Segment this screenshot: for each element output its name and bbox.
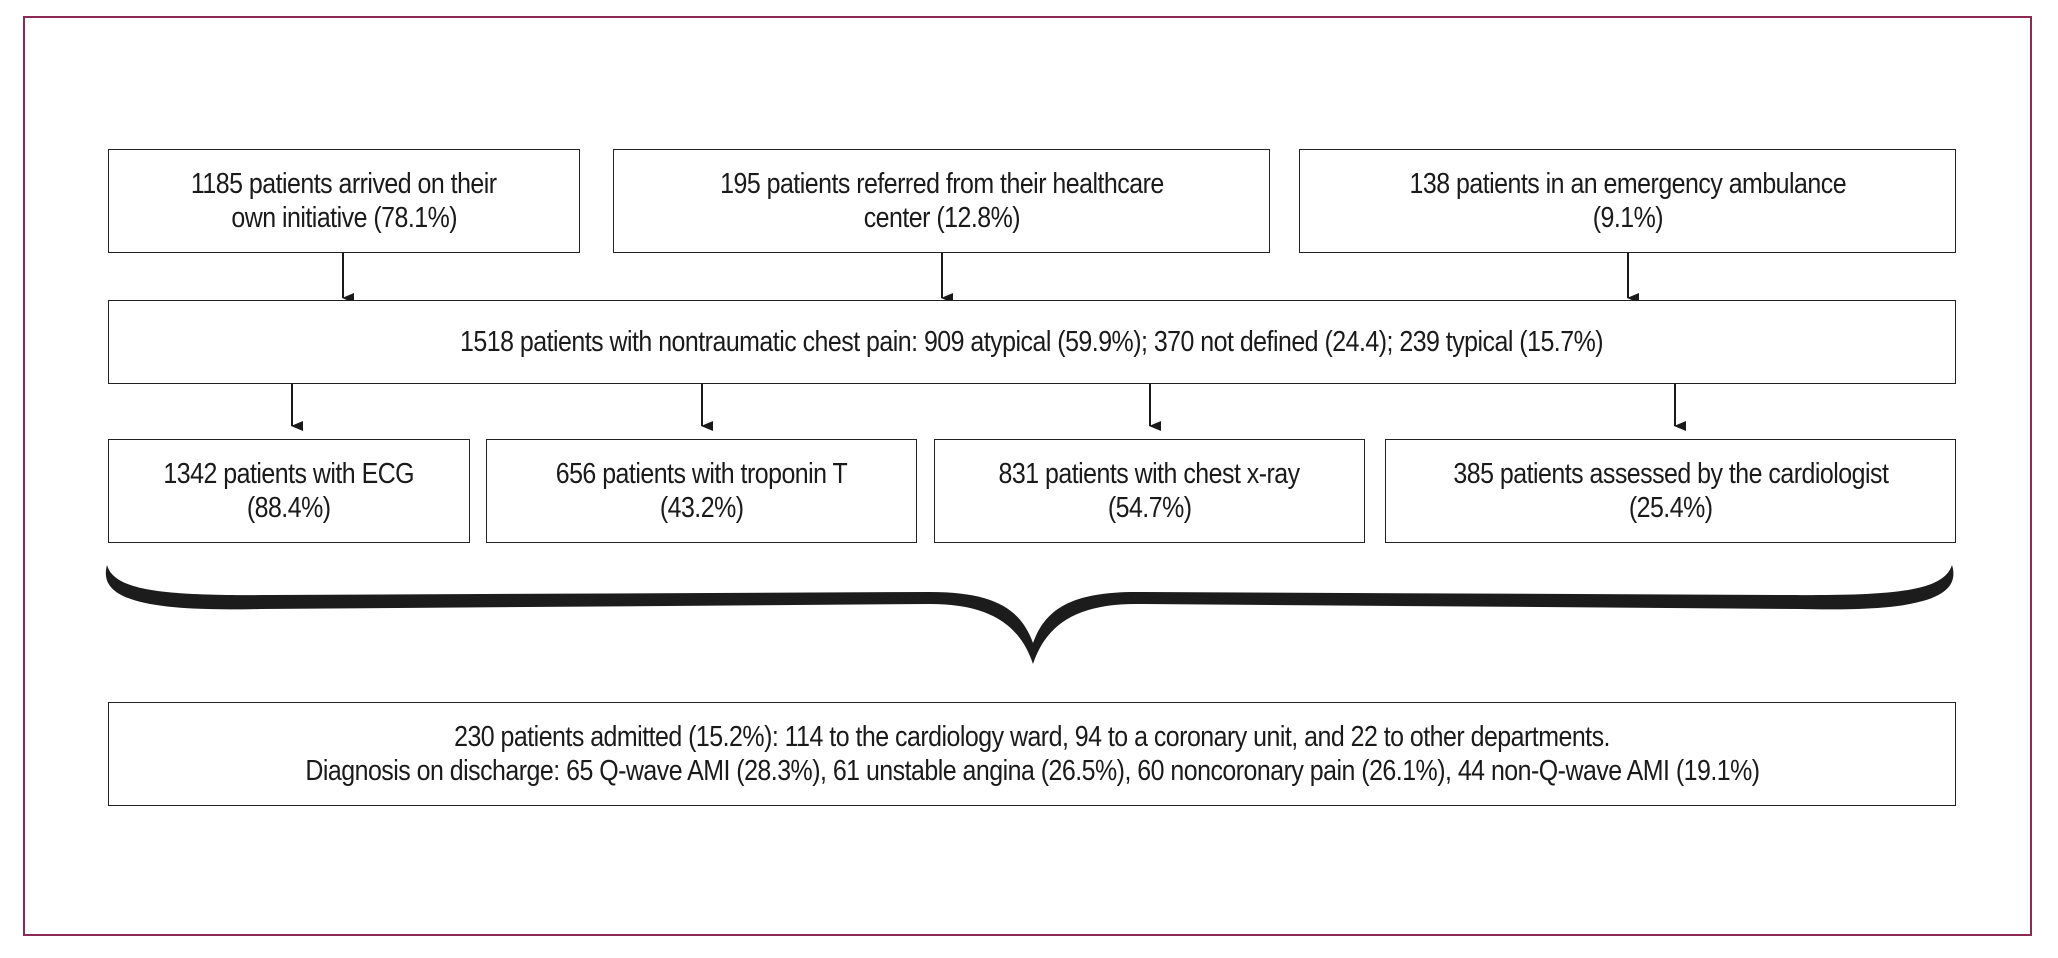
test-2-line-2: (43.2%) bbox=[659, 492, 744, 524]
source-1-line-1: 1185 patients arrived on their bbox=[191, 168, 497, 200]
outcome-diagnosis-text: Diagnosis on discharge: 65 Q-wave AMI (28.3%), 61 unstable angina (26.5%), 60 noncoronary pain (26.1%), 44 non-Q-wave AMI (19.1%) bbox=[304, 755, 1760, 787]
source-box-healthcare-center bbox=[613, 149, 1270, 253]
test-1-line-2: (88.4%) bbox=[247, 492, 331, 524]
test-4-line-1: 385 patients assessed by the cardiologist bbox=[1452, 458, 1888, 490]
source-3-line-1: 138 patients in an emergency ambulance bbox=[1409, 168, 1846, 200]
source-2-line-1: 195 patients referred from their healthcare bbox=[719, 168, 1164, 200]
brace-shape bbox=[106, 565, 1954, 664]
test-arrows bbox=[292, 384, 1675, 426]
source-box-own-initiative bbox=[108, 149, 580, 253]
source-2-line-2: center (12.8%) bbox=[863, 202, 1020, 234]
test-box-chest-xray bbox=[934, 439, 1365, 543]
test-2-line-1: 656 patients with troponin T bbox=[555, 458, 848, 490]
source-arrows bbox=[343, 253, 1628, 298]
test-1-line-1: 1342 patients with ECG bbox=[163, 458, 415, 490]
total-patients-box bbox=[108, 300, 1956, 384]
test-box-cardiologist bbox=[1385, 439, 1956, 543]
test-4-line-2: (25.4%) bbox=[1628, 492, 1713, 524]
outcome-admitted-text: 230 patients admitted (15.2%): 114 to the cardiology ward, 94 to a coronary unit, and 22 to other departments. bbox=[454, 721, 1610, 753]
source-box-ambulance bbox=[1299, 149, 1956, 253]
outcome-box bbox=[108, 702, 1956, 806]
test-box-ecg bbox=[108, 439, 470, 543]
total-patients-text: 1518 patients with nontraumatic chest pain: 909 atypical (59.9%); 370 not defined (24.4); 239 typical (15.7%) bbox=[460, 326, 1604, 358]
source-3-line-2: (9.1%) bbox=[1592, 202, 1663, 234]
source-1-line-2: own initiative (78.1%) bbox=[231, 202, 457, 234]
test-box-troponin bbox=[486, 439, 917, 543]
test-3-line-2: (54.7%) bbox=[1107, 492, 1192, 524]
test-3-line-1: 831 patients with chest x-ray bbox=[998, 458, 1301, 490]
